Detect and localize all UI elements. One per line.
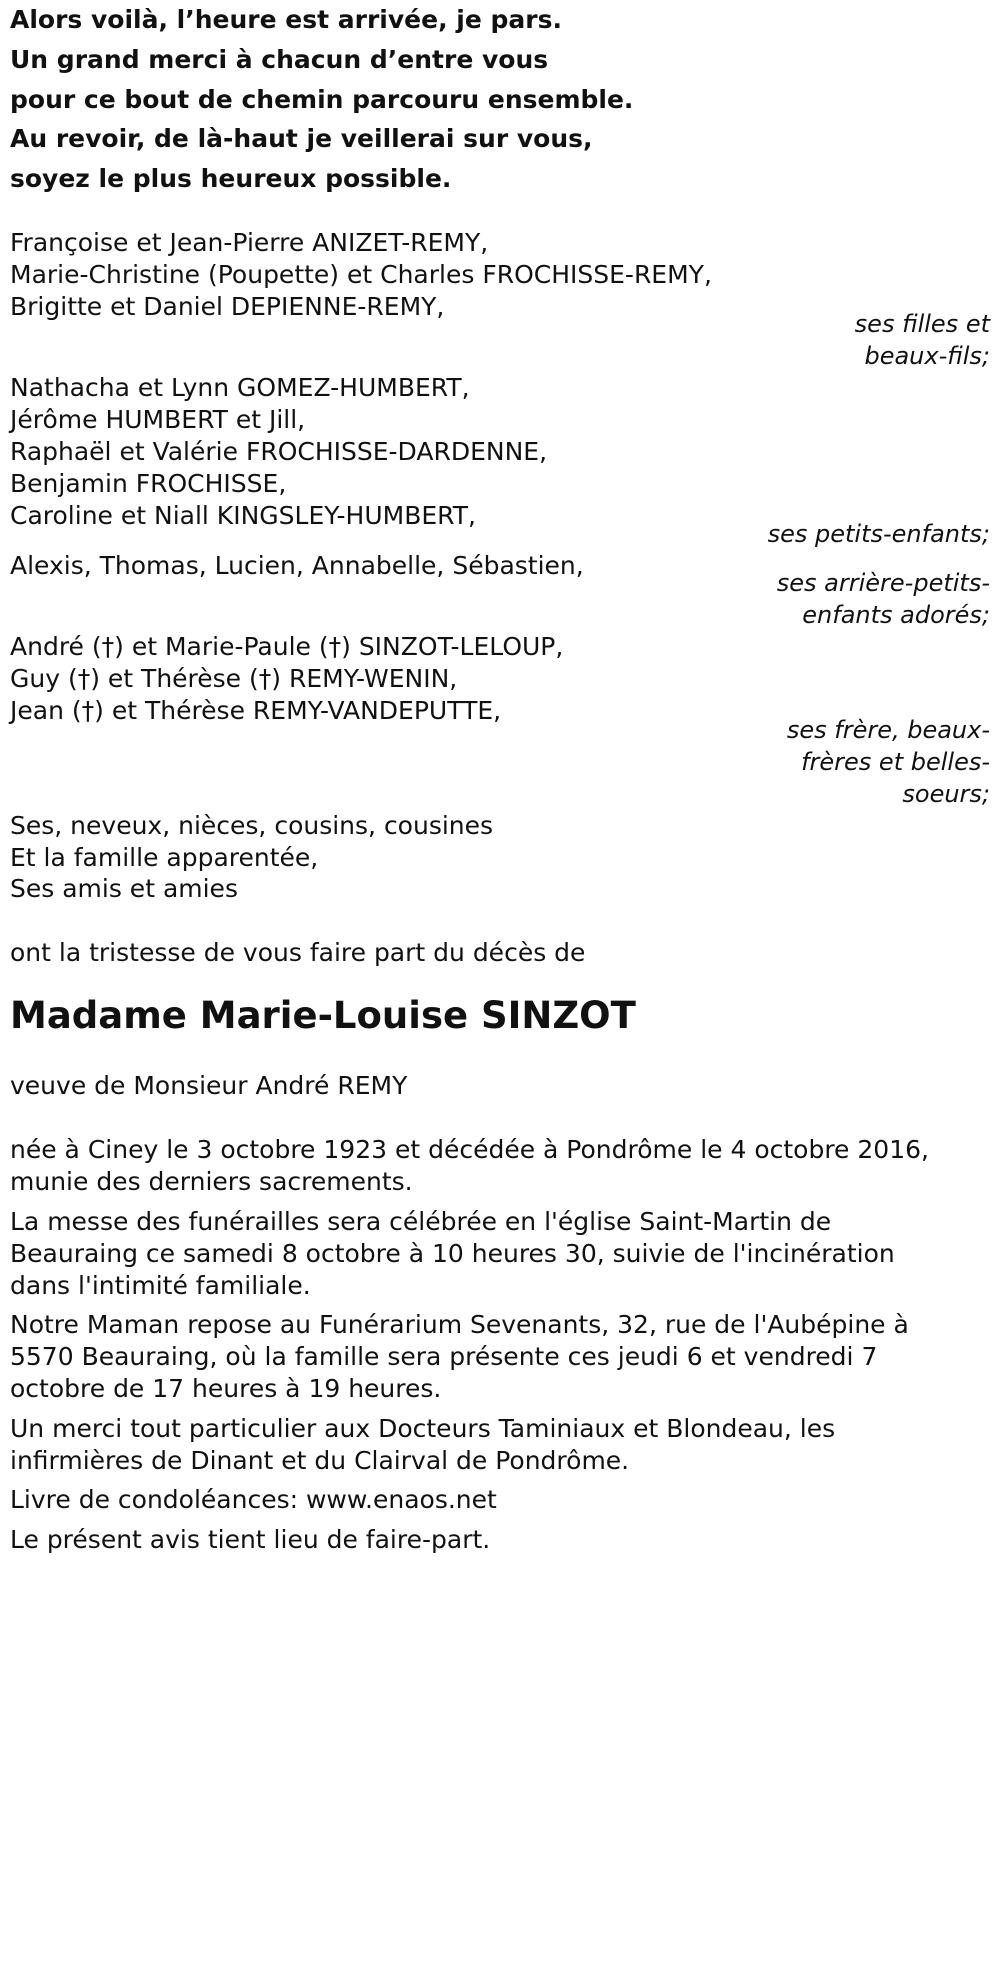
relation-label: soeurs; (902, 780, 990, 808)
poem-line: Alors voilà, l’heure est arrivée, je pars. (10, 5, 562, 34)
relation-label: enfants adorés; (802, 601, 990, 629)
family-name-line: Jean (†) et Thérèse REMY-VANDEPUTTE, (10, 696, 502, 725)
thanks-line: infirmières de Dinant et du Clairval de Pondrôme. (10, 1446, 630, 1475)
resting-line: 5570 Beauraing, où la famille sera présente ces jeudi 6 et vendredi 7 (10, 1342, 878, 1371)
notice-text: Le présent avis tient lieu de faire-part. (10, 1525, 491, 1554)
family-name-line: Françoise et Jean-Pierre ANIZET-REMY, (10, 228, 489, 257)
poem-line: pour ce bout de chemin parcouru ensemble. (10, 85, 634, 114)
family-name-line: Caroline et Niall KINGSLEY-HUMBERT, (10, 501, 476, 530)
family-name-line: Alexis, Thomas, Lucien, Annabelle, Sébastien, (10, 551, 584, 580)
family-name-line: Guy (†) et Thérèse (†) REMY-WENIN, (10, 664, 458, 693)
funeral-line: La messe des funérailles sera célébrée en l'église Saint-Martin de (10, 1207, 832, 1236)
announcement-text: ont la tristesse de vous faire part du décès de (10, 938, 586, 967)
family-name-line: Raphaël et Valérie FROCHISSE-DARDENNE, (10, 437, 548, 466)
family-name-line: Ses amis et amies (10, 874, 238, 903)
relation-label: ses filles et (854, 310, 990, 338)
poem-line: Au revoir, de là-haut je veillerai sur vous, (10, 124, 593, 153)
relation-label: frères et belles- (801, 748, 990, 776)
family-name-line: Et la famille apparentée, (10, 843, 319, 872)
birth-death-line: née à Ciney le 3 octobre 1923 et décédée à Pondrôme le 4 octobre 2016, (10, 1135, 929, 1164)
family-name-line: Nathacha et Lynn GOMEZ-HUMBERT, (10, 373, 470, 402)
relation-label: ses petits-enfants; (767, 520, 990, 548)
resting-line: octobre de 17 heures à 19 heures. (10, 1374, 442, 1403)
relation-label: ses frère, beaux- (786, 716, 990, 744)
family-name-line: Jérôme HUMBERT et Jill, (10, 405, 306, 434)
relation-label: ses arrière-petits- (776, 569, 990, 597)
thanks-line: Un merci tout particulier aux Docteurs Taminiaux et Blondeau, les (10, 1414, 836, 1443)
family-name-line: Brigitte et Daniel DEPIENNE-REMY, (10, 292, 445, 321)
funeral-line: dans l'intimité familiale. (10, 1271, 311, 1300)
family-name-line: Ses, neveux, nièces, cousins, cousines (10, 811, 494, 840)
widow-of-text: veuve de Monsieur André REMY (10, 1071, 408, 1100)
relation-label: beaux-fils; (864, 342, 990, 370)
condolences-text: Livre de condoléances: www.enaos.net (10, 1485, 497, 1514)
family-name-line: André (†) et Marie-Paule (†) SINZOT-LELOUP, (10, 632, 564, 661)
funeral-line: Beauraing ce samedi 8 octobre à 10 heures 30, suivie de l'incinération (10, 1239, 895, 1268)
poem-line: Un grand merci à chacun d’entre vous (10, 45, 549, 74)
resting-line: Notre Maman repose au Funérarium Sevenants, 32, rue de l'Aubépine à (10, 1310, 909, 1339)
birth-death-line: munie des derniers sacrements. (10, 1167, 413, 1196)
family-name-line: Marie-Christine (Poupette) et Charles FROCHISSE-REMY, (10, 260, 712, 289)
poem-line: soyez le plus heureux possible. (10, 164, 452, 193)
family-name-line: Benjamin FROCHISSE, (10, 469, 287, 498)
deceased-name: Madame Marie-Louise SINZOT (10, 994, 636, 1037)
